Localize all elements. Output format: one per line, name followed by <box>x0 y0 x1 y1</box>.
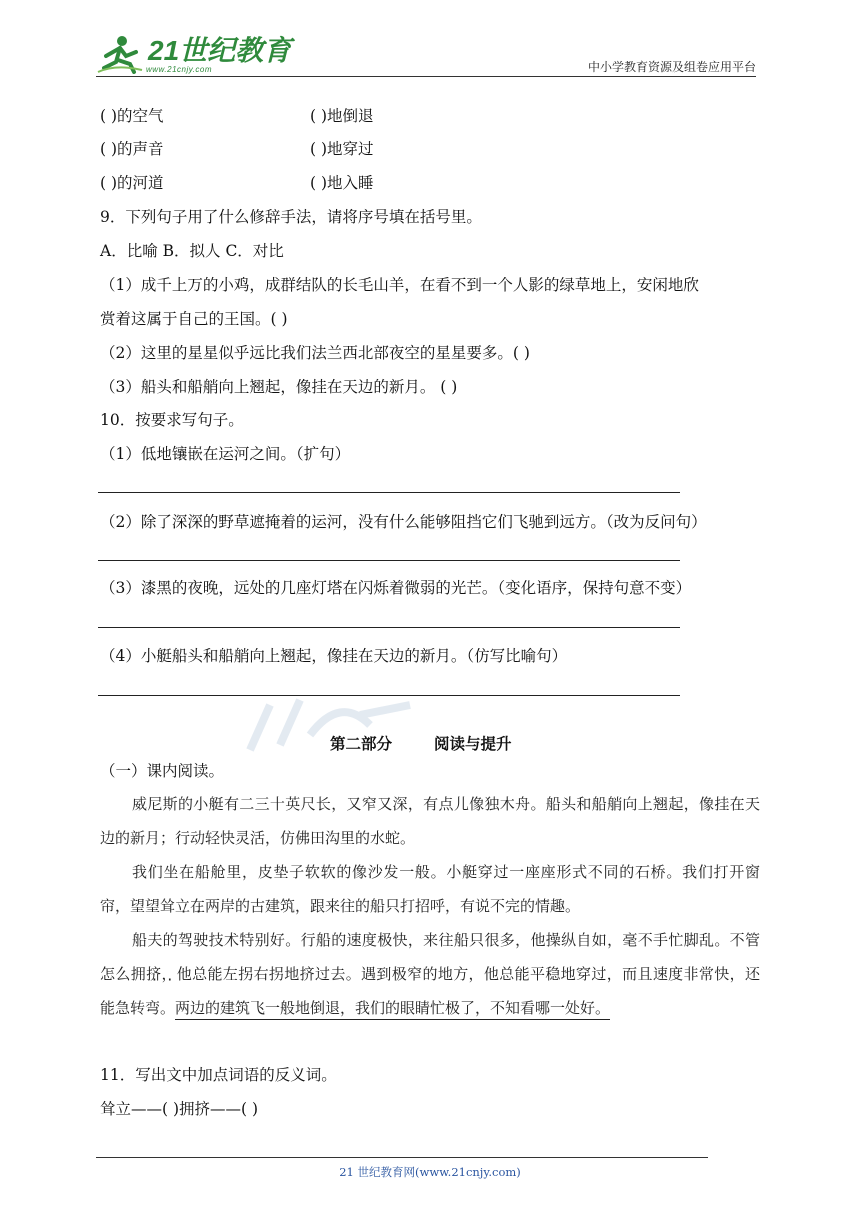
fill-row <box>100 139 374 159</box>
answer-line[interactable] <box>98 492 680 493</box>
fill-row <box>100 173 374 193</box>
emphasis-char: 耸 <box>160 897 176 915</box>
logo-title: 21世纪教育 <box>148 35 292 66</box>
underlined-sentence: 两边的建筑飞一般地倒退，我们的眼睛忙极了，不知看哪一处好。 <box>175 999 610 1020</box>
emphasis-char: 立 <box>175 897 191 915</box>
q10-sentence-2: （2）除了深深的野草遮掩着的运河，没有什么能够阻挡它们飞驰到远方。（改为反问句） <box>100 513 707 531</box>
reading-passage <box>100 787 760 1025</box>
q10-sentence-4: （4）小艇船头和船艄向上翘起，像挂在天边的新月。（仿写比喻句） <box>100 647 568 665</box>
fill-right: ( )地入睡 <box>310 174 374 192</box>
part-title <box>330 732 512 754</box>
q10-sentence-3: （3）漆黑的夜晚，远处的几座灯塔在闪烁着微弱的光芒。（变化语序，保持句意不变） <box>100 579 692 597</box>
emphasis-char: 拥 <box>130 965 147 983</box>
q10-sentence-1: （1）低地镶嵌在运河之间。（扩句） <box>100 445 351 463</box>
footer-text: 21 世纪教育网(www.21cnjy.com) <box>339 1165 521 1179</box>
q9-sentence-3: （3）船头和船艄向上翘起，像挂在天边的新月。 ( ) <box>100 378 458 396</box>
passage-text: 在两岸的古建筑，跟来往的船只打招呼，有说不完的情趣。 <box>190 897 581 915</box>
passage-paragraph-3 <box>100 923 760 1025</box>
footer-divider <box>96 1157 708 1158</box>
passage-text: ，他总能左拐右拐地挤过去。遇到极窄的地方，他总能平稳地穿过，而且速度非常快，还能急转弯。 <box>100 965 760 1017</box>
fill-left: ( )的空气 <box>100 107 164 125</box>
q9-options: A．比喻 B．拟人 C．对比 <box>100 242 284 260</box>
emphasis-char: 挤 <box>146 965 162 983</box>
q10-stem: 10．按要求写句子。 <box>100 411 244 429</box>
passage-text: 船夫的驾驶技术特别好。行船的速度极快，来往船只很多，他操纵自如，毫不手忙脚乱。不管怎么 <box>100 931 760 983</box>
q9-stem: 9．下列句子用了什么修辞手法，请将序号填在括号里。 <box>100 208 482 226</box>
fill-right: ( )地倒退 <box>310 107 374 125</box>
header-divider <box>96 76 756 77</box>
answer-line[interactable] <box>98 627 680 628</box>
passage-text: 我们坐在船舱里，皮垫子软软的像沙发一般。小艇穿过一座座形式不同的石桥。我们打开窗帘，望望 <box>100 863 760 915</box>
passage-paragraph-1: 威尼斯的小艇有二三十英尺长，又窄又深，有点儿像独木舟。船头和船艄向上翘起，像挂在天边的新月；行动轻快灵活，仿佛田沟里的水蛇。 <box>100 795 760 847</box>
q11-answer: 耸立——( )拥挤——( ) <box>100 1100 259 1118</box>
runner-logo-icon <box>96 34 146 74</box>
q9-sentence-2: （2）这里的星星似乎远比我们法兰西北部夜空的星星要多。( ) <box>100 344 530 362</box>
passage-paragraph-2 <box>100 855 760 923</box>
fill-right: ( )地穿过 <box>310 140 374 158</box>
part-label: 第二部分 <box>330 734 393 753</box>
site-logo <box>96 34 291 74</box>
fill-row <box>100 106 374 126</box>
q9-sentence-1-line-1: （1）成千上万的小鸡，成群结队的长毛山羊，在看不到一个人影的绿草地上，安闲地欣 <box>100 276 699 294</box>
fill-left: ( )的声音 <box>100 140 164 158</box>
answer-line[interactable] <box>98 560 680 561</box>
header-platform-text: 中小学教育资源及组卷应用平台 <box>587 60 756 74</box>
logo-url: www.21cnjy.com <box>146 65 212 74</box>
part-name: 阅读与提升 <box>434 734 512 753</box>
q11-stem: 11．写出文中加点词语的反义词。 <box>100 1066 337 1084</box>
fill-left: ( )的河道 <box>100 174 164 192</box>
q9-sentence-1-line-2: 赏着这属于自己的王国。( ) <box>100 310 288 328</box>
reading-subsection: （一）课内阅读。 <box>100 762 225 780</box>
